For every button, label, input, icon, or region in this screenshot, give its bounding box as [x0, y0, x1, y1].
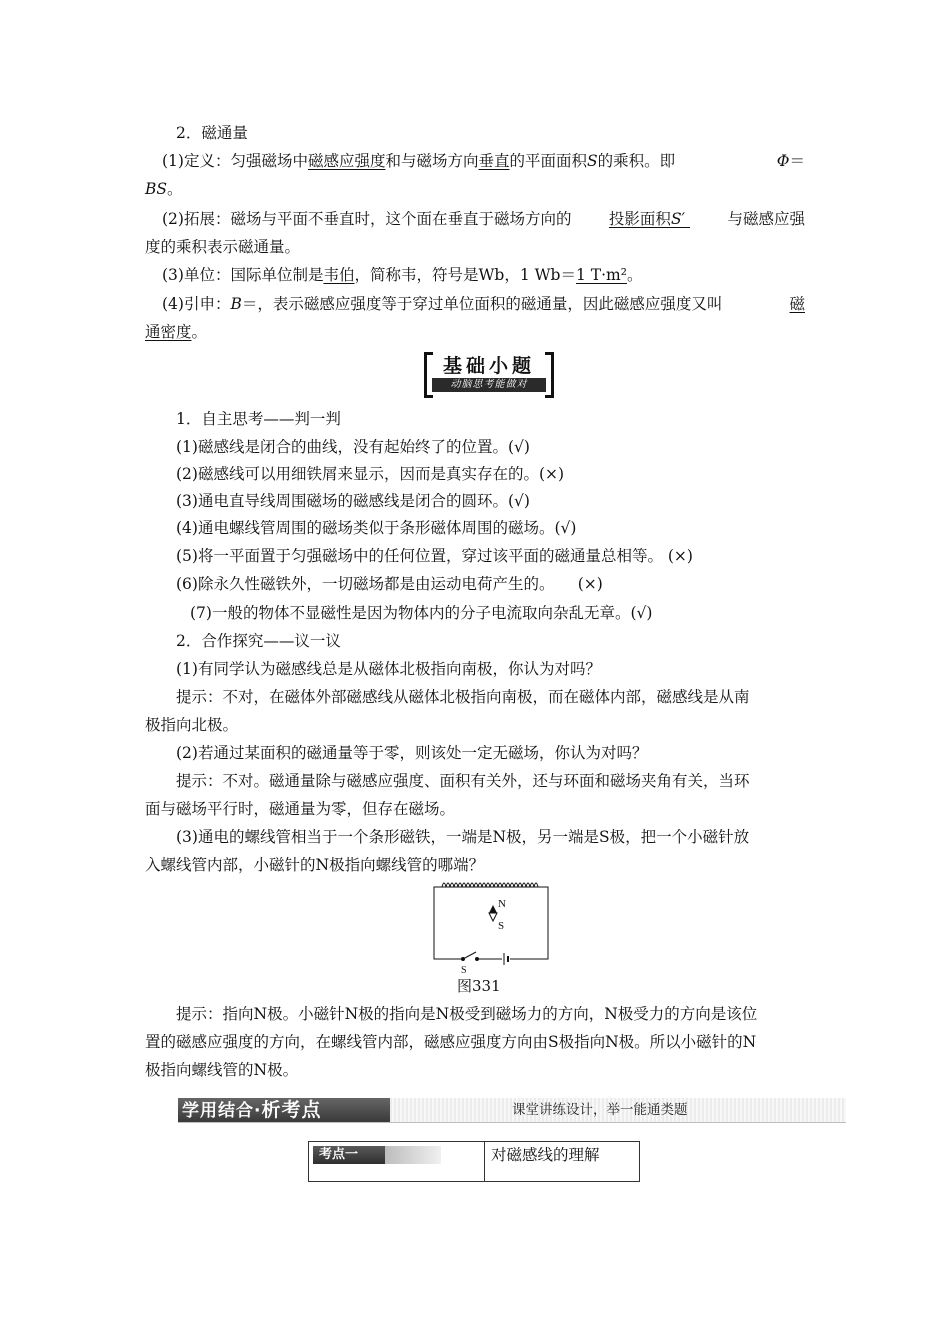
discuss-question-3-line1: (3)通电的螺线管相当于一个条形磁铁，一端是N极，另一端是S极，把一个小磁针放: [176, 828, 750, 846]
compass-needle-icon: [489, 905, 497, 921]
flux-extension-line2: 度的乘积表示磁通量。: [145, 238, 301, 256]
flux-unit-line: (3)单位：国际单位制是韦伯，简称韦，符号是Wb，1 Wb＝1 T·m²。: [162, 266, 643, 284]
discuss-answer-1-line2: 极指向北极。: [145, 716, 239, 734]
switch-icon: [462, 952, 479, 961]
discuss-answer-2-line1: 提示：不对。磁通量除与磁感应强度、面积有关外，还与环面和磁场夹角有关，当环: [176, 772, 750, 790]
flux-definition-line2: BS。: [145, 180, 183, 198]
solenoid-circuit-figure: [430, 877, 554, 973]
needle-n-label: N: [498, 898, 506, 910]
judge-item-1: (1)磁感线是闭合的曲线，没有起始终了的位置。(√): [176, 438, 530, 456]
judge-item-4: (4)通电螺线管周围的磁场类似于条形磁体周围的磁场。(√): [176, 519, 577, 537]
flux-extension-line1: (2)拓展：磁场与平面不垂直时，这个面在垂直于磁场方向的 投影面积S′ 与磁感应强: [162, 210, 805, 228]
judge-item-5: (5)将一平面置于匀强磁场中的任何位置，穿过该平面的磁通量总相等。 (×): [176, 547, 693, 565]
basic-questions-banner: [424, 352, 554, 396]
judge-item-7: (7)一般的物体不显磁性是因为物体内的分子电流取向杂乱无章。(√): [190, 604, 653, 622]
needle-s-label: S: [498, 920, 505, 932]
discuss-question-1: (1)有同学认为磁感线总是从磁体北极指向南极，你认为对吗？: [176, 660, 601, 678]
banner-title: 基础小题: [442, 355, 535, 377]
circuit-wires: [434, 887, 548, 959]
discuss-question-3-line2: 入螺线管内部，小磁针的N极指向螺线管的哪端？: [145, 856, 485, 874]
discuss-heading: 2．合作探究——议一议: [176, 632, 341, 650]
discuss-question-2: (2)若通过某面积的磁通量等于零，则该处一定无磁场，你认为对吗？: [176, 744, 648, 762]
discuss-answer-3-line1: 提示：指向N极。小磁针N极的指向是N极受到磁场力的方向，N极受力的方向是该位: [176, 1005, 758, 1023]
flux-reference-line1: (4)引申：B＝，表示磁感应强度等于穿过单位面积的磁通量，因此磁感应强度又叫 磁: [162, 295, 805, 313]
flux-definition-line1: (1)定义：匀强磁场中磁感应强度和与磁场方向垂直的平面面积S的乘积。即 Φ＝: [162, 152, 805, 170]
flux-reference-line2: 通密度。: [145, 323, 208, 341]
figure-caption: 图331: [457, 977, 501, 995]
discuss-answer-2-line2: 面与磁场平行时，磁通量为零，但存在磁场。: [145, 800, 456, 818]
judge-heading: 1．自主思考——判一判: [176, 410, 341, 428]
discuss-answer-3-line3: 极指向螺线管的N极。: [145, 1061, 299, 1079]
switch-label: S: [461, 965, 467, 973]
judge-item-6: (6)除永久性磁铁外，一切磁场都是由运动电荷产生的。 (×): [176, 575, 603, 593]
banner-subtitle: 动脑思考能做对: [432, 378, 546, 392]
judge-item-3: (3)通电直导线周围磁场的磁感线是闭合的圆环。(√): [176, 492, 530, 510]
flux-heading: 2．磁通量: [176, 124, 248, 142]
section-title: 学用结合·析考点: [178, 1098, 390, 1122]
judge-item-2: (2)磁感线可以用细铁屑来显示，因而是真实存在的。(×): [176, 465, 565, 483]
battery-icon: [504, 953, 514, 965]
solenoid-coil: [442, 883, 538, 887]
discuss-answer-3-line2: 置的磁感应强度的方向，在螺线管内部，磁感应强度方向由S极指向N极。所以小磁针的N: [145, 1033, 757, 1051]
key-point-tag: 考点一: [313, 1146, 385, 1164]
section-subtitle: 课堂讲练设计，举一能通类题: [512, 1102, 688, 1118]
key-point-box: [308, 1141, 640, 1182]
discuss-answer-1-line1: 提示：不对，在磁体外部磁感线从磁体北极指向南极，而在磁体内部，磁感线是从南: [176, 688, 750, 706]
key-point-label: 对磁感线的理解: [491, 1146, 600, 1164]
section-header-bar: [178, 1098, 846, 1123]
